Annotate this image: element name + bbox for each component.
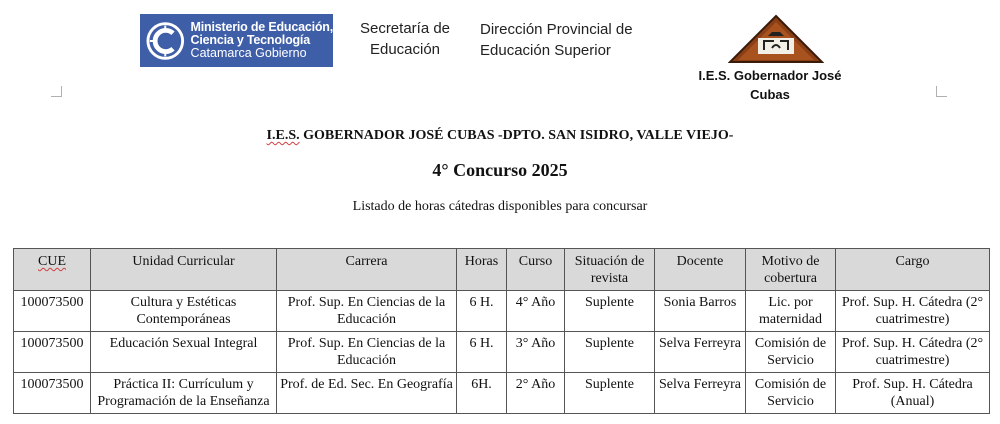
table-cell: 100073500 (14, 373, 91, 414)
title-rest: GOBERNADOR JOSÉ CUBAS -DPTO. SAN ISIDRO, VALLE VIEJO- (299, 128, 734, 143)
table-header-row (14, 249, 990, 291)
table-cell: 2° Año (507, 373, 565, 414)
table-cell: Selva Ferreyra (655, 373, 746, 414)
direccion-line2: Educación Superior (480, 42, 611, 59)
column-header: Situación de revista (565, 249, 655, 291)
table-cell: Suplente (565, 373, 655, 414)
column-header: Horas (457, 249, 507, 291)
table-cell: Cultura y Estéticas Contemporáneas (91, 291, 277, 332)
listado-subtitle: Listado de horas cátedras disponibles para concursar (352, 199, 648, 214)
table-cell: Suplente (565, 332, 655, 373)
column-header: Motivo de cobertura (746, 249, 836, 291)
table-cell: 3° Año (507, 332, 565, 373)
column-header: Unidad Curricular (91, 249, 277, 291)
page-margin-corner-left (51, 86, 62, 97)
institute-name-line1: I.E.S. Gobernador José (698, 68, 842, 83)
institute-name (690, 66, 850, 104)
ministry-logo-line1: Ministerio de Educación, (190, 20, 333, 34)
secretaria-line2: Educación (369, 41, 441, 58)
table-cell: Prof. Sup. H. Cátedra (2° cuatrimestre) (836, 291, 990, 332)
table-cell: 6H. (457, 373, 507, 414)
institute-name-line2: Cubas (750, 87, 790, 102)
table-cell: 100073500 (14, 332, 91, 373)
ministry-logo-line3: Catamarca Gobierno (190, 46, 307, 60)
table-cell: Lic. por maternidad (746, 291, 836, 332)
table-cell: Prof. Sup. H. Cátedra (Anual) (836, 373, 990, 414)
table-cell: Sonia Barros (655, 291, 746, 332)
ministry-c-icon (146, 21, 185, 61)
table-cell: 6 H. (457, 332, 507, 373)
ministry-logo-line2: Ciencia y Tecnología (190, 33, 310, 47)
table-cell: 6 H. (457, 291, 507, 332)
direccion-line1: Dirección Provincial de (480, 21, 633, 38)
column-header: Cargo (836, 249, 990, 291)
table-cell: 4° Año (507, 291, 565, 332)
table-cell: Prof. de Ed. Sec. En Geografía (277, 373, 457, 414)
table-cell: Práctica II: Currículum y Programación de la Enseñanza (91, 373, 277, 414)
institute-logo-icon (728, 14, 824, 64)
table-cell: Prof. Sup. En Ciencias de la Educación (277, 332, 457, 373)
column-header: Docente (655, 249, 746, 291)
page-margin-corner-right (936, 86, 947, 97)
column-header: Carrera (277, 249, 457, 291)
title-prefix: I.E.S. (266, 128, 300, 143)
hours-table (13, 248, 990, 414)
table-cell: Educación Sexual Integral (91, 332, 277, 373)
ministry-logo (140, 14, 333, 67)
table-row (14, 291, 990, 332)
direccion-heading (480, 19, 644, 61)
table-cell: Comisión de Servicio (746, 373, 836, 414)
table-row (14, 332, 990, 373)
column-header (14, 249, 91, 291)
table-cell: Suplente (565, 291, 655, 332)
table-cell: Selva Ferreyra (655, 332, 746, 373)
concurso-heading: 4° Concurso 2025 (432, 160, 568, 180)
secretaria-heading (355, 18, 455, 60)
table-row (14, 373, 990, 414)
table-cell: 100073500 (14, 291, 91, 332)
secretaria-line1: Secretaría de (359, 20, 451, 37)
table-cell: Comisión de Servicio (746, 332, 836, 373)
table-cell: Prof. Sup. En Ciencias de la Educación (277, 291, 457, 332)
column-header-label: CUE (38, 254, 66, 269)
document-title (0, 128, 1000, 144)
column-header: Curso (507, 249, 565, 291)
table-cell: Prof. Sup. H. Cátedra (2° cuatrimestre) (836, 332, 990, 373)
